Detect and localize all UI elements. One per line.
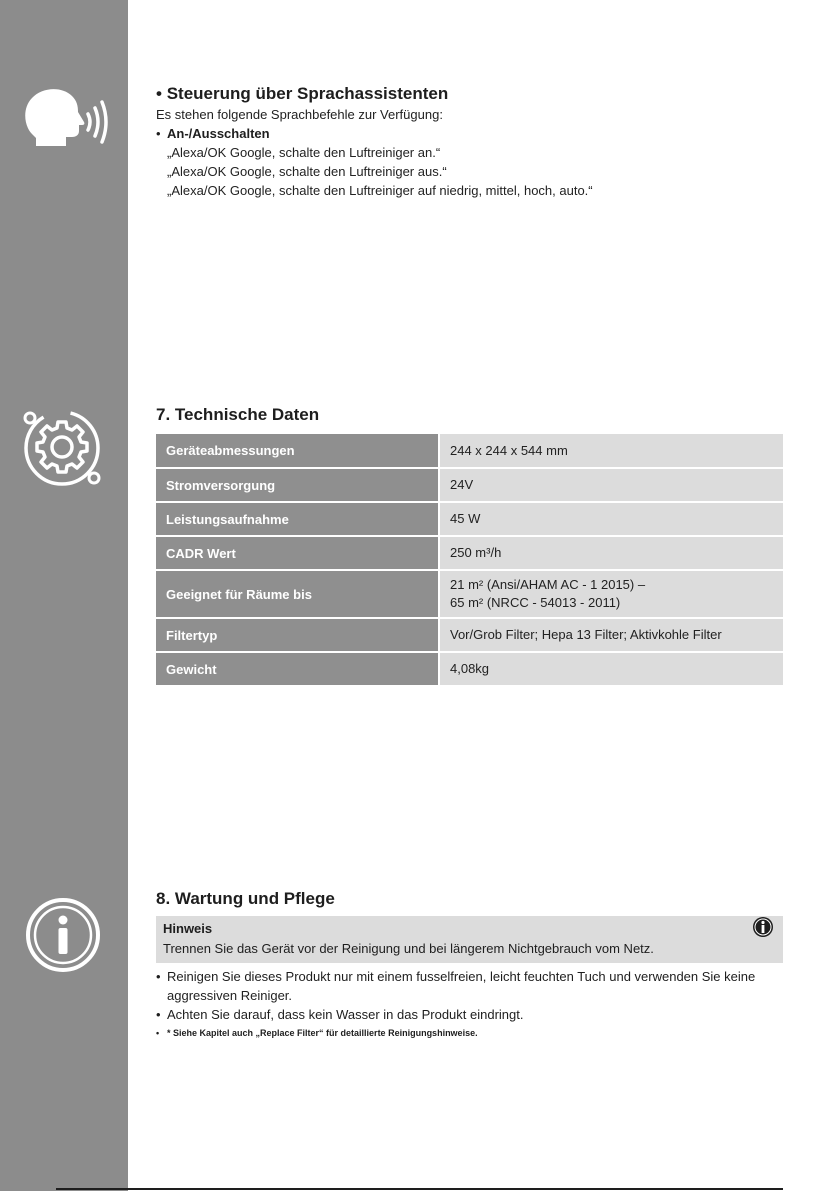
voice-command: „Alexa/OK Google, schalte den Luftreiniger auf niedrig, mittel, hoch, auto.“ [167, 183, 593, 198]
voice-command: „Alexa/OK Google, schalte den Luftreiniger aus.“ [167, 164, 447, 179]
info-icon [24, 896, 102, 974]
spec-value: 4,08kg [439, 652, 783, 686]
sidebar [0, 0, 128, 1191]
spec-value: 250 m³/h [439, 536, 783, 570]
table-row [156, 618, 783, 652]
footnote: • * Siehe Kapitel auch „Replace Filter“ für detaillierte Reinigungshinweise. [156, 1028, 478, 1038]
spec-value: 21 m² (Ansi/AHAM AC - 1 2015) – 65 m² (NRCC - 54013 - 2011) [439, 570, 783, 618]
care-list [156, 967, 783, 1040]
voice-command: „Alexa/OK Google, schalte den Luftreiniger an.“ [167, 145, 441, 160]
spec-value: Vor/Grob Filter; Hepa 13 Filter; Aktivkohle Filter [439, 618, 783, 652]
list-item: • Achten Sie darauf, dass kein Wasser in das Produkt eindringt. [156, 1007, 524, 1022]
spec-key: Geräteabmessungen [156, 434, 439, 468]
spec-key: CADR Wert [156, 536, 439, 570]
spec-key: Filtertyp [156, 618, 439, 652]
gear-icon [20, 406, 104, 490]
spec-key: Gewicht [156, 652, 439, 686]
table-row [156, 434, 783, 468]
voice-intro: Es stehen folgende Sprachbefehle zur Verfügung: [156, 107, 443, 122]
spec-key: Stromversorgung [156, 468, 439, 502]
spec-value: 24V [439, 468, 783, 502]
voice-item: • An-/Ausschalten [156, 126, 270, 141]
spec-value: 45 W [439, 502, 783, 536]
table-row [156, 502, 783, 536]
voice-assistant-icon [20, 84, 110, 156]
bottom-rule [56, 1188, 783, 1190]
table-row [156, 536, 783, 570]
voice-title: • Steuerung über Sprachassistenten [156, 84, 449, 103]
table-row [156, 652, 783, 686]
note-text: Trennen Sie das Gerät vor der Reinigung und bei längerem Nichtgebrauch vom Netz. [163, 941, 654, 956]
spec-key: Geeignet für Räume bis [156, 570, 439, 618]
note-title: Hinweis [163, 921, 213, 936]
tech-title: 7. Technische Daten [156, 405, 320, 424]
list-item-continued: aggressiven Reiniger. [167, 988, 293, 1003]
spec-value: 244 x 244 x 544 mm [439, 434, 783, 468]
list-item: • Reinigen Sie dieses Produkt nur mit einem fusselfreien, leicht feuchten Tuch und verwenden Sie keine [156, 969, 756, 984]
table-row [156, 468, 783, 502]
info-circle-icon [752, 916, 774, 938]
voice-section [156, 84, 783, 200]
table-row [156, 570, 783, 618]
spec-table [156, 434, 783, 687]
spec-key: Leistungsaufnahme [156, 502, 439, 536]
note-box [156, 916, 783, 963]
care-title: 8. Wartung und Pflege [156, 889, 335, 908]
